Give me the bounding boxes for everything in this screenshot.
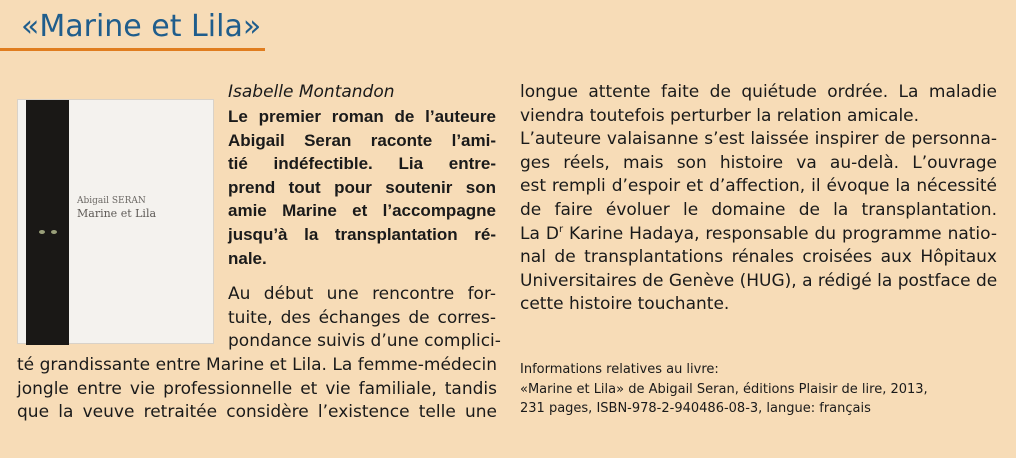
body-line: té grandissante entre Marine et Lila. La femme-médecin: [17, 355, 497, 375]
book-info-line: «Marine et Lila» de Abigail Seran, éditions Plaisir de lire, 2013,: [520, 381, 928, 397]
lead-line: tié indéfectible. Lia entre-: [228, 154, 496, 174]
body-text-wide: [17, 354, 497, 425]
article-header: [0, 0, 1016, 54]
lead-line: Le premier roman de l’auteure: [228, 107, 496, 126]
body-text-column-2: [520, 81, 997, 317]
article-title: «Marine et Lila»: [21, 9, 262, 44]
cover-author: Abigail SERAN: [77, 196, 146, 206]
body-line: Au début une rencontre for-: [228, 284, 496, 304]
article-lead: [228, 105, 496, 270]
lead-line: prend tout pour soutenir son: [228, 177, 496, 197]
lead-line: nale.: [228, 248, 267, 268]
book-info: [520, 360, 997, 419]
book-info-line: 231 pages, ISBN-978-2-940486-08-3, langue: français: [520, 401, 871, 416]
doctor-abbrev-sup: r: [558, 223, 564, 235]
book-info-heading: Informations relatives au livre:: [520, 362, 719, 377]
body-line: ges réels, mais son histoire va au-delà. L’ouvrage: [520, 152, 997, 173]
cover-title: Marine et Lila: [77, 207, 157, 220]
title-underline: [0, 48, 265, 51]
body-line: viendra toutefois perturber la relation amicale.: [520, 105, 920, 126]
cat-eyes-icon: [32, 218, 64, 246]
body-line: pondance suivis d’une complici-: [228, 331, 501, 352]
body-line: L’auteure valaisanne s’est laissée inspirer de personna-: [520, 129, 997, 150]
body-line: nal de transplantations rénales croisées aux Hôpitaux: [520, 247, 997, 268]
body-line: longue attente faite de quiétude ordrée. La maladie: [520, 82, 997, 102]
body-line: jongle entre vie professionnelle et vie familiale, tandis: [17, 378, 497, 399]
body-line: Universitaires de Genève (HUG), a rédigé la postface de: [520, 270, 998, 291]
article-author: Isabelle Montandon: [228, 82, 395, 102]
lead-line: Abigail Seran raconte l’ami-: [228, 130, 496, 150]
body-line-text: Karine Hadaya, responsable du programme natio-: [569, 223, 997, 244]
book-cover-image: [17, 99, 214, 344]
doctor-abbrev: La D: [520, 223, 559, 244]
lead-line: amie Marine et l’accompagne: [228, 201, 496, 221]
body-line: [520, 223, 997, 247]
body-line: cette histoire touchante.: [520, 294, 730, 315]
body-line: est rempli d’espoir et d’affection, il évoque la nécessité: [520, 176, 997, 197]
body-line: tuite, des échanges de corres-: [228, 307, 496, 328]
cover-text: [77, 195, 156, 221]
body-line: de faire évoluer le domaine de la transplantation.: [520, 199, 997, 220]
lead-line: jusqu’à la transplantation ré-: [228, 224, 496, 244]
body-text-narrow: [228, 283, 501, 354]
body-line: que la veuve retraitée considère l’existence telle une: [17, 402, 497, 423]
